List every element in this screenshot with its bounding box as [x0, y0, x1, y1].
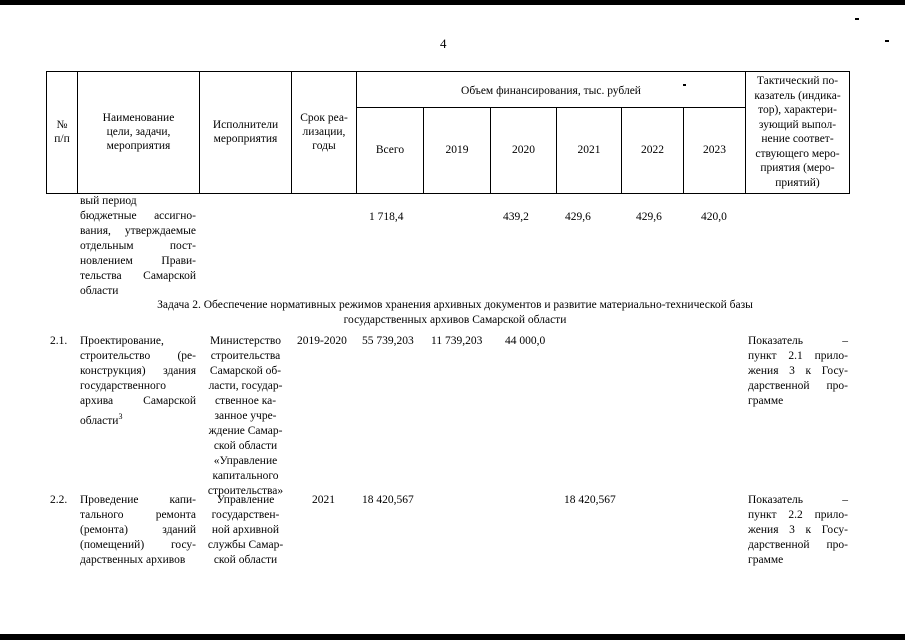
- scan-top-border: [0, 0, 905, 5]
- header-no: № п/п: [54, 119, 70, 145]
- executor-line: Министерство: [210, 335, 281, 347]
- row-name-line: тального ремонта: [80, 509, 196, 521]
- executor-line: Управление: [216, 494, 275, 506]
- row-2-1-term: 2019-2020: [297, 335, 347, 347]
- header-year-2023: 2023: [703, 144, 726, 156]
- table-border-top: [46, 71, 850, 72]
- indicator-line: пункт 2.1 прило-: [748, 350, 848, 362]
- footnote-mark: 3: [118, 412, 123, 421]
- executor-line: ной архивной: [211, 524, 280, 536]
- row-2-2-no: 2.2.: [50, 494, 68, 506]
- executor-line: государствен-: [211, 509, 280, 521]
- continuation-name-line: тельства Самарской: [80, 270, 196, 282]
- row-2-2-indicator: [748, 493, 848, 568]
- continuation-name-line: области: [80, 285, 119, 297]
- header-year-2021: 2021: [577, 144, 601, 156]
- executor-line: «Управление: [213, 455, 278, 467]
- row-name-line: конструкция) здания: [80, 365, 196, 377]
- executor-line: ской области: [213, 440, 278, 452]
- header-year-2022: 2022: [641, 144, 664, 156]
- row-2-1-indicator: [748, 334, 848, 409]
- executor-line: ственное ка-: [214, 395, 277, 407]
- row-2-2-2021: 18 420,567: [564, 494, 616, 506]
- row-2-2-term: 2021: [312, 494, 335, 506]
- row-2-2-total: 18 420,567: [362, 494, 414, 506]
- row-name-line: Проведение капи-: [80, 494, 196, 506]
- continuation-name-line: вания, утверждаемые: [80, 225, 196, 237]
- row-name-line: архива Самарской: [80, 395, 196, 407]
- indicator-line: дарственной про-: [748, 380, 848, 392]
- indicator-line: грамме: [748, 395, 784, 407]
- executor-line: капитального: [212, 470, 279, 482]
- executor-line: службы Самар-: [207, 539, 284, 551]
- executor-line: ской области: [213, 554, 278, 566]
- row-name-last: области: [80, 414, 119, 427]
- scan-bottom-border: [0, 634, 905, 640]
- row-2-1-name: [80, 334, 196, 429]
- row-2-2-executor: [201, 493, 290, 568]
- task-2-title: Задача 2. Обеспечение нормативных режимов хранения архивных документов и развитие материально-технической базы государственных архивов Самарской области: [157, 299, 753, 326]
- indicator-line: грамме: [748, 554, 784, 566]
- header-year-2019: 2019: [445, 144, 469, 156]
- scan-speck: [855, 18, 859, 20]
- page-number: 4: [440, 36, 447, 51]
- col-border: [849, 71, 850, 194]
- continuation-2021: 429,6: [565, 211, 591, 223]
- continuation-2020: 439,2: [503, 211, 529, 223]
- executor-line: ласти, государ-: [208, 380, 283, 392]
- scan-speck: [885, 40, 889, 42]
- indicator-line: Показатель –: [748, 494, 848, 506]
- header-indicator: Тактический по- казатель (индика- тор), характери- зующий выпол- нение соответ- ствующего меро- приятия (меро- приятий): [754, 75, 841, 189]
- continuation-2022: 429,6: [636, 211, 662, 223]
- row-name-line: государственного: [80, 380, 166, 392]
- indicator-line: дарственной про-: [748, 539, 848, 551]
- indicator-line: Показатель –: [748, 335, 848, 347]
- indicator-line: пункт 2.2 прило-: [748, 509, 848, 521]
- header-name: Наименование цели, задачи, мероприятия: [102, 112, 175, 152]
- row-name-line: (помещений) госу-: [80, 539, 196, 551]
- continuation-name-line: бюджетные ассигно-: [80, 210, 196, 222]
- row-2-1-2019: 11 739,203: [431, 335, 483, 347]
- row-name-line: (ремонта) зданий: [80, 524, 196, 536]
- continuation-name-line: вый период: [80, 195, 137, 207]
- row-2-1-2020: 44 000,0: [505, 335, 546, 347]
- indicator-line: жения 3 к Госу-: [748, 524, 848, 536]
- header-executors: Исполнители мероприятия: [212, 119, 279, 145]
- row-2-1-executor: [201, 334, 290, 499]
- continuation-name-line: отдельным пост-: [80, 240, 196, 252]
- funding-subheader-line: [356, 107, 746, 108]
- row-2-2-name: [80, 493, 196, 568]
- row-name-line: [80, 409, 196, 429]
- executor-line: Самарской об-: [209, 365, 282, 377]
- header-year-2020: 2020: [512, 144, 535, 156]
- header-total: Всего: [375, 144, 405, 156]
- header-term: Срок реа- лизации, годы: [300, 112, 348, 152]
- header-funding: Объем финансирования, тыс. рублей: [461, 85, 641, 97]
- continuation-total: 1 718,4: [369, 211, 404, 223]
- executor-line: занное учре-: [214, 410, 277, 422]
- row-name-line: дарственных архивов: [80, 554, 186, 566]
- indicator-line: жения 3 к Госу-: [748, 365, 848, 377]
- executor-line: строительства: [210, 350, 281, 362]
- row-2-1-no: 2.1.: [50, 335, 68, 347]
- row-name-line: строительство (ре-: [80, 350, 196, 362]
- row-name-line: Проектирование,: [80, 335, 164, 347]
- continuation-name-line: новлением Прави-: [80, 255, 196, 267]
- continuation-2023: 420,0: [701, 211, 727, 223]
- row-2-1-total: 55 739,203: [362, 335, 414, 347]
- executor-line: строительства»: [207, 485, 284, 497]
- executor-line: ждение Самар-: [208, 425, 283, 437]
- continuation-name: [80, 194, 196, 299]
